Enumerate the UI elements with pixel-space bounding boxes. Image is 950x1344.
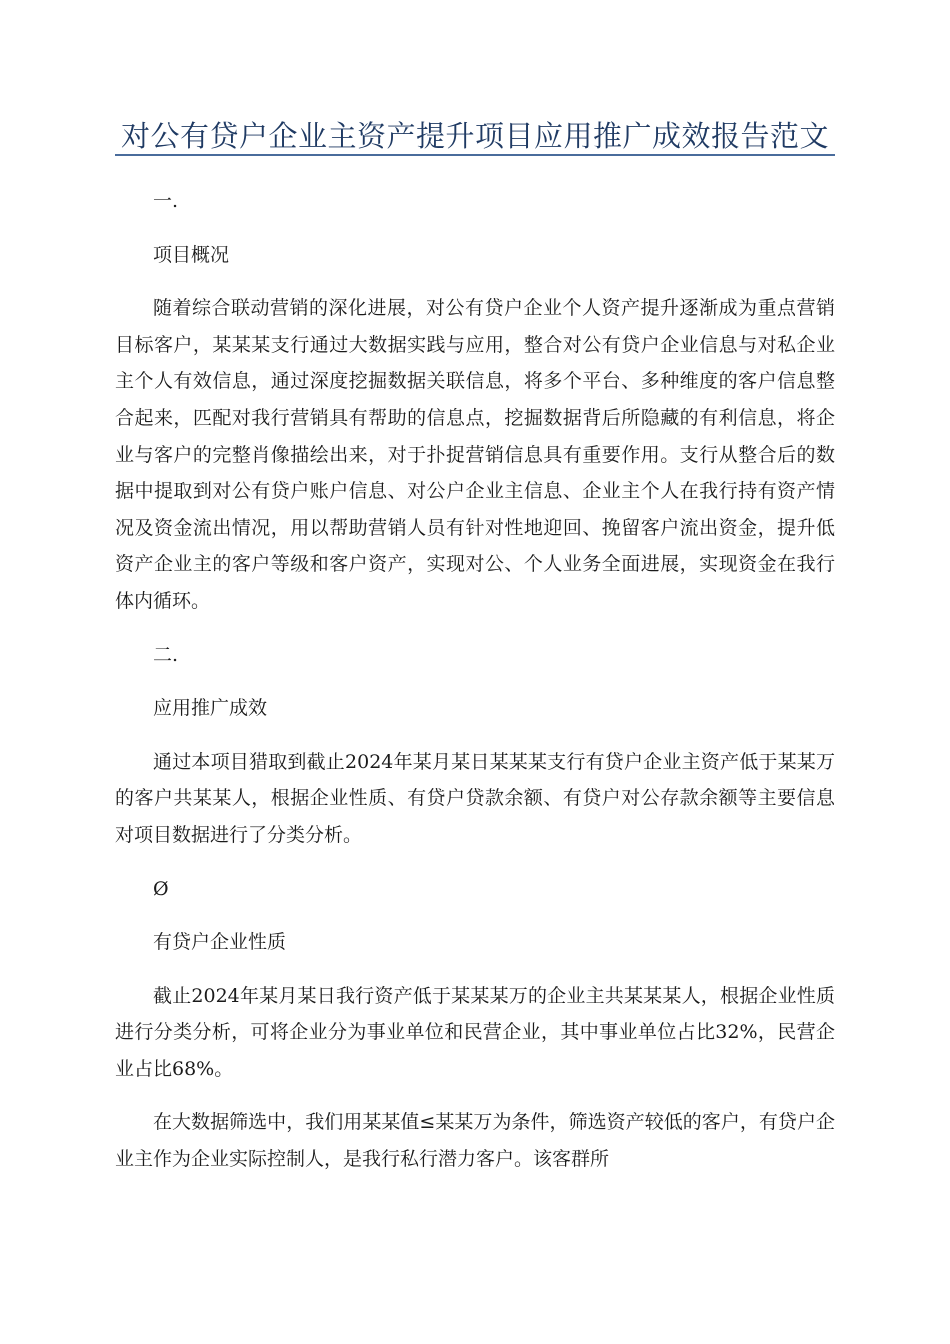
section-number-1: 一.: [153, 190, 179, 212]
bullet-marker: Ø: [153, 877, 169, 900]
title-underline: [115, 154, 835, 156]
document-body: [115, 183, 835, 1195]
section-heading-results: 应用推广成效: [153, 697, 268, 720]
document-title: 对公有贷户企业主资产提升项目应用推广成效报告范文: [120, 119, 829, 153]
subsection-heading-enterprise-nature: 有贷户企业性质: [153, 931, 287, 954]
paragraph-enterprise-nature: 截止2024年某月某日我行资产低于某某某万的企业主共某某某人，根据企业性质进行分类分析，可将企业分为事业单位和民营企业，其中事业单位占比32%，民营企业占比68%。: [115, 984, 835, 1080]
section-number-2: 二.: [153, 643, 179, 666]
paragraph-screening: 在大数据筛选中，我们用某某值≤某某万为条件，筛选资产较低的客户，有贷户企业主作为企业实际控制人，是我行私行潜力客户。该客群所: [115, 1111, 835, 1171]
paragraph-overview: 随着综合联动营销的深化进展，对公有贷户企业个人资产提升逐渐成为重点营销目标客户，某某某支行通过大数据实践与应用，整合对公有贷户企业信息与对私企业主个人有效信息，通过深度挖掘数据关联信息，将多个平台、多种维度的客户信息整合起来，匹配对我行营销具有帮助的信息点，挖掘数据背后所隐藏的有利信息，将企业与客户的完整肖像描绘出来，对于扑捉营销信息具有重要作用。支行从整合后的数据中提取到对公有贷户账户信息、对公户企业主信息、企业主个人在我行持有资产情况及资金流出情况，用以帮助营销人员有针对性地迎回、挽留客户流出资金，提升低资产企业主的客户等级和客户资产，实现对公、个人业务全面进展，实现资金在我行体内循环。: [115, 297, 835, 612]
paragraph-results: 通过本项目猎取到截止2024年某月某日某某某支行有贷户企业主资产低于某某万的客户共某某人，根据企业性质、有贷户贷款余额、有贷户对公存款余额等主要信息对项目数据进行了分类分析。: [115, 750, 835, 846]
section-heading-overview: 项目概况: [153, 243, 230, 266]
